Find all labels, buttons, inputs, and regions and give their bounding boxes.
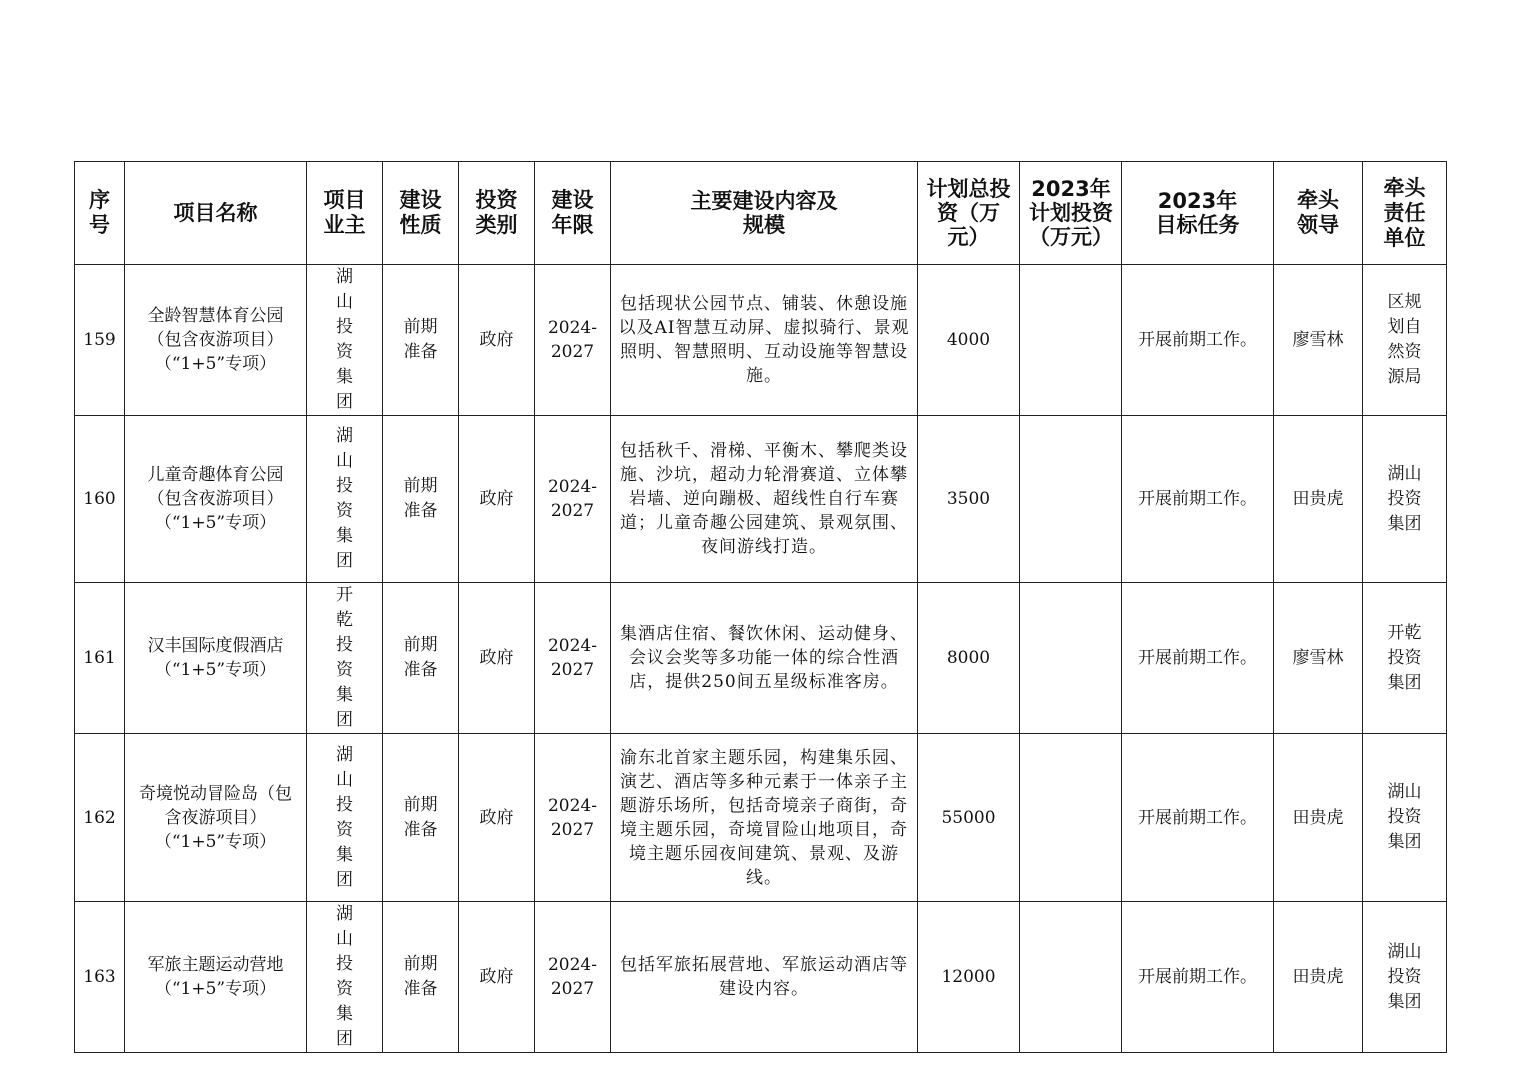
- cell-invest-type: 政府: [459, 902, 535, 1053]
- header-plan-2023: 2023年计划投资（万元）: [1020, 162, 1122, 265]
- cell-nature: 前期准备: [383, 583, 459, 734]
- cell-unit: 开乾投资集团: [1363, 583, 1447, 734]
- cell-content: 包括秋千、滑梯、平衡木、攀爬类设施、沙坑，超动力轮滑赛道、立体攀岩墙、逆向蹦极、超线性自行车赛道；儿童奇趣公园建筑、景观氛围、夜间游线打造。: [611, 416, 918, 583]
- cell-plan-2023: [1020, 902, 1122, 1053]
- cell-plan-2023: [1020, 734, 1122, 902]
- cell-nature: 前期准备: [383, 902, 459, 1053]
- cell-plan-2023: [1020, 416, 1122, 583]
- cell-target-2023: 开展前期工作。: [1122, 902, 1274, 1053]
- cell-invest-type: 政府: [459, 265, 535, 416]
- cell-leader: 田贵虎: [1274, 416, 1363, 583]
- cell-invest-type: 政府: [459, 583, 535, 734]
- table-row: [75, 265, 1447, 416]
- cell-name: 汉丰国际度假酒店（“1+5”专项）: [125, 583, 307, 734]
- cell-period: 2024-2027: [535, 734, 611, 902]
- cell-period: 2024-2027: [535, 583, 611, 734]
- header-period: 建设年限: [535, 162, 611, 265]
- cell-name: 奇境悦动冒险岛（包含夜游项目）（“1+5”专项）: [125, 734, 307, 902]
- cell-leader: 廖雪林: [1274, 265, 1363, 416]
- table-row: [75, 416, 1447, 583]
- cell-nature: 前期准备: [383, 265, 459, 416]
- header-target-2023: 2023年目标任务: [1122, 162, 1274, 265]
- cell-target-2023: 开展前期工作。: [1122, 734, 1274, 902]
- cell-leader: 廖雪林: [1274, 583, 1363, 734]
- cell-seq: 161: [75, 583, 125, 734]
- header-row: [75, 162, 1447, 265]
- header-leader: 牵头领导: [1274, 162, 1363, 265]
- cell-target-2023: 开展前期工作。: [1122, 265, 1274, 416]
- header-name: 项目名称: [125, 162, 307, 265]
- cell-name: 儿童奇趣体育公园（包含夜游项目）（“1+5”专项）: [125, 416, 307, 583]
- header-content: 主要建设内容及规模: [611, 162, 918, 265]
- cell-nature: 前期准备: [383, 416, 459, 583]
- cell-nature: 前期准备: [383, 734, 459, 902]
- cell-total-invest: 55000: [918, 734, 1020, 902]
- cell-content: 集酒店住宿、餐饮休闲、运动健身、会议会奖等多功能一体的综合性酒店，提供250间五星级标准客房。: [611, 583, 918, 734]
- cell-seq: 163: [75, 902, 125, 1053]
- cell-target-2023: 开展前期工作。: [1122, 583, 1274, 734]
- header-invest-type: 投资类别: [459, 162, 535, 265]
- header-unit: 牵头责任单位: [1363, 162, 1447, 265]
- cell-total-invest: 4000: [918, 265, 1020, 416]
- cell-period: 2024-2027: [535, 416, 611, 583]
- cell-name: 全龄智慧体育公园（包含夜游项目）（“1+5”专项）: [125, 265, 307, 416]
- cell-total-invest: 12000: [918, 902, 1020, 1053]
- cell-owner: 开乾投资集团: [307, 583, 383, 734]
- cell-owner: 湖山投资集团: [307, 265, 383, 416]
- cell-content: 包括现状公园节点、铺装、休憩设施以及AI智慧互动屏、虚拟骑行、景观照明、智慧照明、互动设施等智慧设施。: [611, 265, 918, 416]
- table-row: [75, 902, 1447, 1053]
- cell-seq: 160: [75, 416, 125, 583]
- table-row: [75, 734, 1447, 902]
- header-seq: 序号: [75, 162, 125, 265]
- cell-content: 渝东北首家主题乐园，构建集乐园、演艺、酒店等多种元素于一体亲子主题游乐场所，包括奇境亲子商街，奇境主题乐园，奇境冒险山地项目，奇境主题乐园夜间建筑、景观、及游线。: [611, 734, 918, 902]
- cell-leader: 田贵虎: [1274, 902, 1363, 1053]
- cell-total-invest: 8000: [918, 583, 1020, 734]
- cell-plan-2023: [1020, 265, 1122, 416]
- cell-invest-type: 政府: [459, 416, 535, 583]
- header-owner: 项目业主: [307, 162, 383, 265]
- cell-unit: 湖山投资集团: [1363, 734, 1447, 902]
- cell-invest-type: 政府: [459, 734, 535, 902]
- cell-plan-2023: [1020, 583, 1122, 734]
- cell-owner: 湖山投资集团: [307, 902, 383, 1053]
- cell-unit: 区规划自然资源局: [1363, 265, 1447, 416]
- header-total-invest: 计划总投资（万元）: [918, 162, 1020, 265]
- cell-name: 军旅主题运动营地（“1+5”专项）: [125, 902, 307, 1053]
- cell-seq: 159: [75, 265, 125, 416]
- cell-total-invest: 3500: [918, 416, 1020, 583]
- cell-owner: 湖山投资集团: [307, 416, 383, 583]
- table-row: [75, 583, 1447, 734]
- cell-unit: 湖山投资集团: [1363, 416, 1447, 583]
- cell-owner: 湖山投资集团: [307, 734, 383, 902]
- cell-leader: 田贵虎: [1274, 734, 1363, 902]
- cell-target-2023: 开展前期工作。: [1122, 416, 1274, 583]
- cell-period: 2024-2027: [535, 265, 611, 416]
- cell-seq: 162: [75, 734, 125, 902]
- cell-content: 包括军旅拓展营地、军旅运动酒店等建设内容。: [611, 902, 918, 1053]
- cell-period: 2024-2027: [535, 902, 611, 1053]
- header-nature: 建设性质: [383, 162, 459, 265]
- cell-unit: 湖山投资集团: [1363, 902, 1447, 1053]
- project-table: [74, 161, 1447, 1053]
